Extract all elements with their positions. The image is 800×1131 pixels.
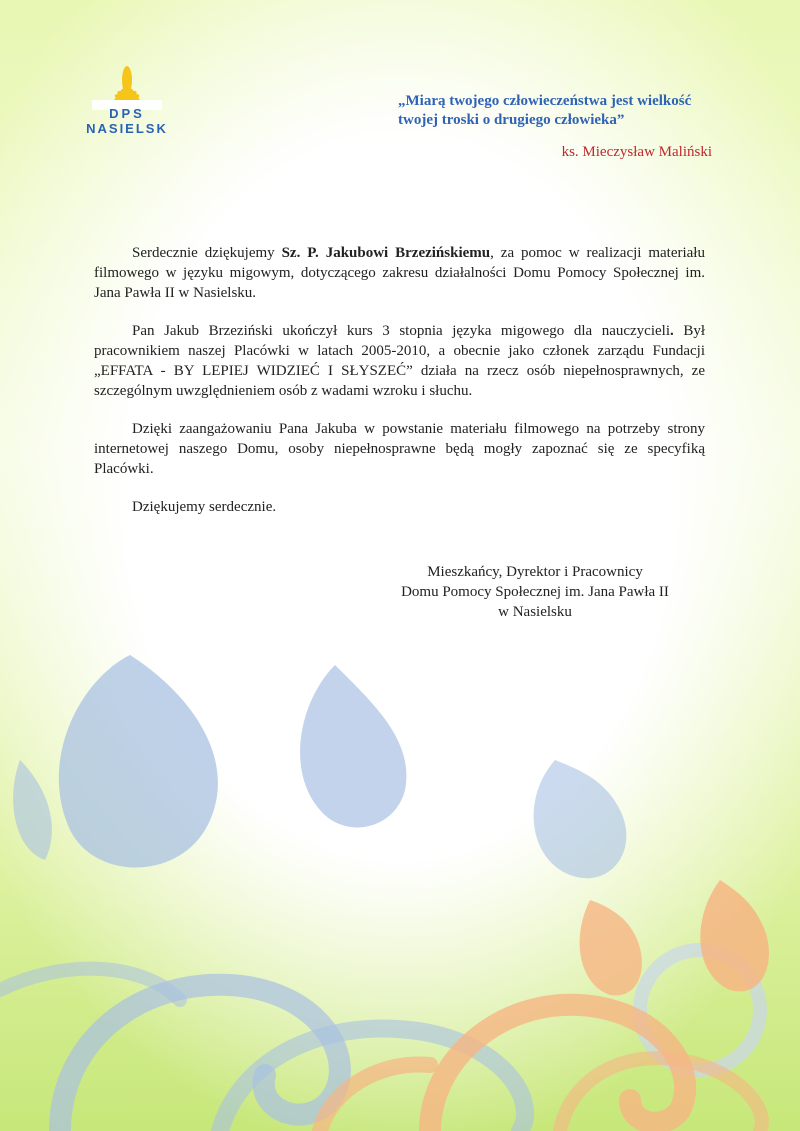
orange-drop-2 xyxy=(580,900,642,995)
paragraph-thanks xyxy=(94,243,705,303)
signature-line-3: w Nasielsku xyxy=(498,604,572,620)
signature-line-1: Mieszkańcy, Dyrektor i Pracownicy xyxy=(427,564,643,580)
sun-logo-icon xyxy=(72,66,182,110)
p2-end: Był pracownikiem naszej Placówki w latach 2005-2010, a obecnie jako członek zarządu Fundacji „EFFATA - BY LEPIEJ WIDZIEĆ I SŁYSZEĆ” działa na rzecz osób niepełnosprawnych, ze szczególnym uwzględnieniem osób z wadami wzroku i słuchu. xyxy=(94,323,705,399)
blue-drop-small xyxy=(13,760,52,860)
paragraph-closing: Dziękujemy serdecznie. xyxy=(132,499,277,515)
p1-start: Serdecznie dziękujemy xyxy=(132,245,282,261)
p2-start: Pan Jakub Brzeziński ukończył kurs 3 stopnia języka migowego dla nauczycieli xyxy=(132,323,670,339)
p2-bold-period: . xyxy=(670,323,674,339)
signature-line-2: Domu Pomocy Społecznej im. Jana Pawła II xyxy=(401,584,669,600)
blue-drop-center xyxy=(300,665,406,827)
logo-text-dps: DPS xyxy=(109,106,145,121)
quote-author: ks. Mieczysław Maliński xyxy=(561,144,712,160)
blue-drop-left xyxy=(59,655,218,868)
recipient-name: Sz. P. Jakubowi Brzezińskiemu xyxy=(281,245,491,261)
paragraph-contribution: Dzięki zaangażowaniu Pana Jakuba w powstanie materiału filmowego na potrzeby strony internetowej naszego Domu, osoby niepełnosprawne będą mogły zapoznać się ze specyfiką Placówki. xyxy=(94,421,705,477)
paragraph-about xyxy=(94,321,705,401)
motto-quote xyxy=(398,92,728,130)
logo-text-nasielsk: NASIELSK xyxy=(86,121,168,136)
orange-swirl-1 xyxy=(430,1005,685,1131)
quote-line-1: „Miarą twojego człowieczeństwa jest wielkość xyxy=(398,93,692,109)
blue-drop-right xyxy=(534,760,627,878)
dps-nasielsk-logo xyxy=(72,66,182,138)
blue-swirl-1 xyxy=(60,985,340,1131)
signature-block xyxy=(380,562,690,622)
orange-drop-1 xyxy=(700,880,769,991)
quote-line-2: twojej troski o drugiego człowieka” xyxy=(398,112,625,128)
p1-end: , za pomoc w realizacji materiału filmowego w języku migowym, dotyczącego zakresu działalności Domu Pomocy Społecznej im. Jana Pawła II w Nasielsku. xyxy=(94,245,705,301)
letter-body xyxy=(94,243,705,535)
